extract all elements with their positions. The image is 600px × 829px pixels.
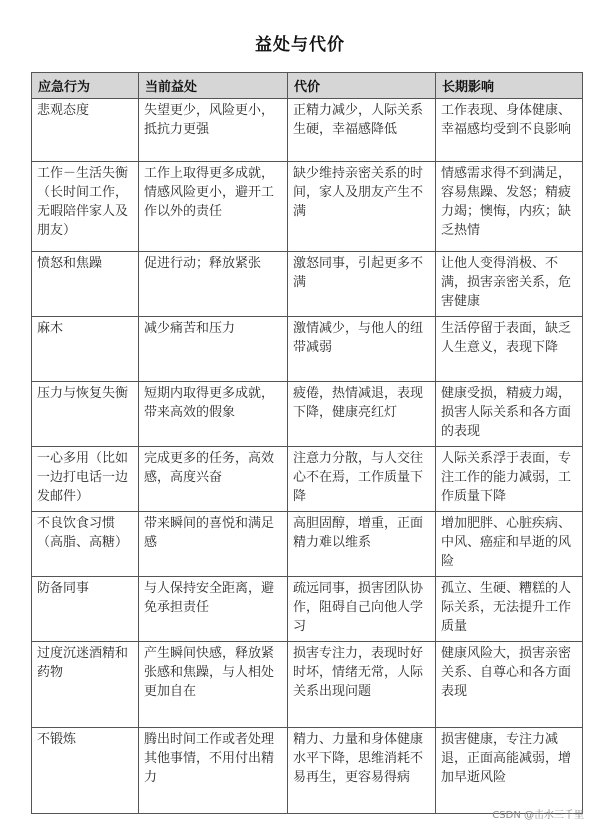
- behavior-cell: 麻木: [32, 317, 139, 382]
- behavior-cell: 过度沉迷酒精和药物: [32, 642, 139, 728]
- cost-cell: 注意力分散，与人交往心不在焉，工作质量下降: [288, 447, 436, 512]
- effect-cell: 人际关系浮于表面，专注工作的能力减弱，工作质量下降: [436, 447, 583, 512]
- table-row: [32, 447, 583, 512]
- effect-cell: 健康受损，精疲力竭，损害人际关系和各方面的表现: [436, 382, 583, 447]
- benefit-cell: 产生瞬间快感，释放紧张感和焦躁，与人相处更加自在: [139, 642, 288, 728]
- effect-cell: 工作表现、身体健康、幸福感均受到不良影响: [436, 99, 583, 162]
- table-header-row: [32, 73, 583, 99]
- benefit-cell: 腾出时间工作或者处理其他事情，不用付出精力: [139, 728, 288, 814]
- effect-cell: 损害健康，专注力减退，正面高能减弱，增加早逝风险: [436, 728, 583, 814]
- table-row: [32, 252, 583, 317]
- behavior-cell: 不锻炼: [32, 728, 139, 814]
- cost-cell: 激情减少，与他人的纽带减弱: [288, 317, 436, 382]
- behavior-cell: 一心多用（比如一边打电话一边发邮件）: [32, 447, 139, 512]
- header-current-benefit: 当前益处: [139, 73, 288, 99]
- table-row: [32, 99, 583, 162]
- table-row: [32, 728, 583, 814]
- effect-cell: 让他人变得消极、不满，损害亲密关系，危害健康: [436, 252, 583, 317]
- cost-cell: 损害专注力，表现时好时坏，情绪无常，人际关系出现问题: [288, 642, 436, 728]
- effect-cell: 增加肥胖、心脏疾病、中风、癌症和早逝的风险: [436, 512, 583, 577]
- cost-cell: 疏远同事，损害团队协作，阻碍自己向他人学习: [288, 577, 436, 642]
- table-row: [32, 382, 583, 447]
- benefit-cost-table: [31, 72, 583, 814]
- effect-cell: 生活停留于表面，缺乏人生意义，表现下降: [436, 317, 583, 382]
- cost-cell: 正精力减少，人际关系生硬，幸福感降低: [288, 99, 436, 162]
- table-row: [32, 642, 583, 728]
- benefit-cell: 促进行动；释放紧张: [139, 252, 288, 317]
- table-row: [32, 512, 583, 577]
- benefit-cell: 短期内取得更多成就，带来高效的假象: [139, 382, 288, 447]
- behavior-cell: 愤怒和焦躁: [32, 252, 139, 317]
- cost-cell: 激怒同事，引起更多不满: [288, 252, 436, 317]
- cost-cell: 高胆固醇，增重，正面精力难以维系: [288, 512, 436, 577]
- behavior-cell: 压力与恢复失衡: [32, 382, 139, 447]
- cost-cell: 疲倦，热情减退，表现下降，健康亮红灯: [288, 382, 436, 447]
- effect-cell: 孤立、生硬、糟糕的人际关系，无法提升工作质量: [436, 577, 583, 642]
- benefit-cell: 与人保持安全距离，避免承担责任: [139, 577, 288, 642]
- behavior-cell: 不良饮食习惯（高脂、高糖）: [32, 512, 139, 577]
- effect-cell: 情感需求得不到满足，容易焦躁、发怒；精疲力竭；懊悔，内疚；缺乏热情: [436, 162, 583, 252]
- behavior-cell: 悲观态度: [32, 99, 139, 162]
- behavior-cell: 防备同事: [32, 577, 139, 642]
- effect-cell: 健康风险大，损害亲密关系、自尊心和各方面表现: [436, 642, 583, 728]
- benefit-cell: 工作上取得更多成就，情感风险更小，避开工作以外的责任: [139, 162, 288, 252]
- header-long-term-effect: 长期影响: [436, 73, 583, 99]
- cost-cell: 精力、力量和身体健康水平下降，思维消耗不易再生，更容易得病: [288, 728, 436, 814]
- behavior-cell: 工作－生活失衡（长时间工作，无暇陪伴家人及朋友）: [32, 162, 139, 252]
- benefit-cell: 带来瞬间的喜悦和满足感: [139, 512, 288, 577]
- header-cost: 代价: [288, 73, 436, 99]
- header-behavior: 应急行为: [32, 73, 139, 99]
- table-row: [32, 317, 583, 382]
- page-title: 益处与代价: [255, 35, 345, 55]
- table-row: [32, 162, 583, 252]
- cost-cell: 缺少维持亲密关系的时间，家人及朋友产生不满: [288, 162, 436, 252]
- watermark-label: CSDN @击水三千里: [492, 810, 584, 821]
- table-row: [32, 577, 583, 642]
- benefit-cell: 失望更少，风险更小，抵抗力更强: [139, 99, 288, 162]
- benefit-cell: 完成更多的任务，高效感，高度兴奋: [139, 447, 288, 512]
- benefit-cell: 减少痛苦和压力: [139, 317, 288, 382]
